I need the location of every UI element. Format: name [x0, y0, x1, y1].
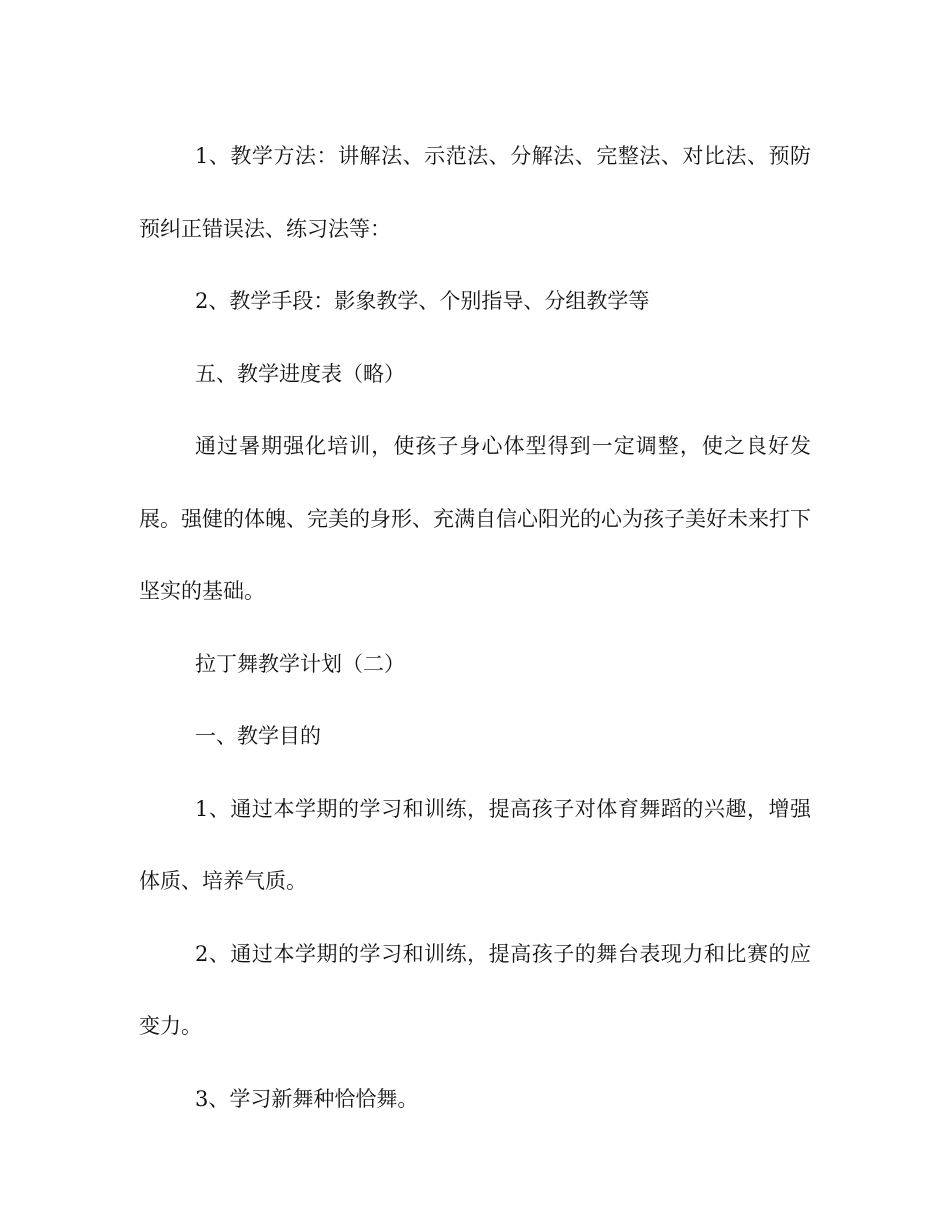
heading-plan-two: 拉丁舞教学计划（二） — [195, 651, 405, 676]
paragraph-purpose-1: 1、通过本学期的学习和训练，提高孩子对体育舞蹈的兴趣，增强体质、培养气质。 — [139, 796, 811, 893]
heading-schedule: 五、教学进度表（略） — [195, 361, 405, 386]
paragraph-purpose-2: 2、通过本学期的学习和训练，提高孩子的舞台表现力和比赛的应变力。 — [139, 941, 811, 1038]
heading-teaching-purpose: 一、教学目的 — [195, 724, 321, 748]
paragraph-teaching-means: 2、教学手段：影象教学、个别指导、分组教学等 — [195, 289, 650, 313]
paragraph-teaching-methods: 1、教学方法：讲解法、示范法、分解法、完整法、对比法、预防预纠正错误法、练习法等： — [139, 144, 811, 241]
paragraph-summary: 通过暑期强化培训，使孩子身心体型得到一定调整，使之良好发展。强健的体魄、完美的身形、充满自信心阳光的心为孩子美好未来打下坚实的基础。 — [139, 434, 811, 603]
paragraph-purpose-3: 3、学习新舞种恰恰舞。 — [195, 1086, 419, 1111]
document-body — [139, 120, 811, 1135]
